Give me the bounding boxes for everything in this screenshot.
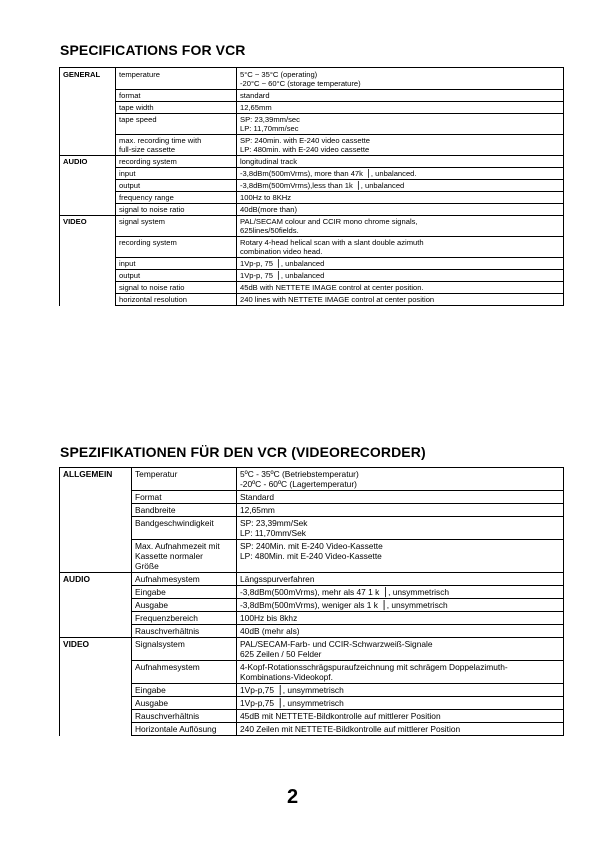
spec-label-cell: output [116, 270, 237, 282]
spec-row [60, 517, 564, 540]
spec-label-cell: signal system [116, 216, 237, 237]
spec-label-cell: frequency range [116, 192, 237, 204]
spec-value-cell: PAL/SECAM-Farb- und CCIR-Schwarzweiß-Signale 625 Zeilen / 50 Felder [237, 638, 564, 661]
spec-value-cell: 45dB with NETTETE IMAGE control at center position. [237, 282, 564, 294]
category-cell [60, 282, 116, 294]
spec-value-cell: PAL/SECAM colour and CCIR mono chrome signals, 625lines/50fields. [237, 216, 564, 237]
spec-value-cell: standard [237, 90, 564, 102]
category-cell [60, 258, 116, 270]
spec-label-cell: Bandgeschwindigkeit [132, 517, 237, 540]
spec-value-cell: 1Vp-p,75▕ , unsymmetrisch [237, 697, 564, 710]
spec-label-cell: Max. Aufnahmezeit mit Kassette normaler Größe [132, 540, 237, 573]
category-cell: ALLGEMEIN [60, 468, 132, 491]
spec-table-german [59, 467, 564, 736]
spec-value-cell: SP: 23,39mm/Sek LP: 11,70mm/Sek [237, 517, 564, 540]
spec-value-cell: -3,8dBm(500mVrms), weniger als 1 k▕ , unsymmetrisch [237, 599, 564, 612]
spec-row [60, 102, 564, 114]
spec-table-body [60, 468, 564, 736]
category-cell [60, 586, 132, 599]
spec-row [60, 723, 564, 736]
spec-label-cell: tape speed [116, 114, 237, 135]
category-cell [60, 517, 132, 540]
category-cell [60, 540, 132, 573]
spec-label-cell: tape width [116, 102, 237, 114]
spec-row [60, 684, 564, 697]
spec-row [60, 612, 564, 625]
spec-value-cell: SP: 240Min. mit E-240 Video-Kassette LP: 480Min. mit E-240 Video-Kassette [237, 540, 564, 573]
spec-label-cell: input [116, 258, 237, 270]
category-cell [60, 204, 116, 216]
page-number: 2 [287, 786, 299, 808]
spec-row [60, 282, 564, 294]
spec-row [60, 68, 564, 90]
spec-label-cell: Aufnahmesystem [132, 573, 237, 586]
spec-row [60, 135, 564, 156]
category-cell [60, 237, 116, 258]
category-cell [60, 612, 132, 625]
category-cell [60, 270, 116, 282]
spec-value-cell: longitudinal track [237, 156, 564, 168]
category-cell [60, 180, 116, 192]
category-cell [60, 684, 132, 697]
spec-value-cell: 5°C ~ 35°C (operating) -20°C ~ 60°C (storage temperature) [237, 68, 564, 90]
spec-value-cell: 240 Zeilen mit NETTETE-Bildkontrolle auf mittlerer Position [237, 723, 564, 736]
spec-row [60, 504, 564, 517]
spec-label-cell: Ausgabe [132, 599, 237, 612]
spec-row [60, 270, 564, 282]
spec-value-cell: 40dB (mehr als) [237, 625, 564, 638]
spec-label-cell: Temperatur [132, 468, 237, 491]
spec-row [60, 586, 564, 599]
category-cell [60, 504, 132, 517]
category-cell [60, 697, 132, 710]
spec-value-cell: Standard [237, 491, 564, 504]
spec-label-cell: Ausgabe [132, 697, 237, 710]
spec-row [60, 697, 564, 710]
category-cell [60, 168, 116, 180]
spec-row [60, 90, 564, 102]
spec-value-cell: 1Vp-p, 75▕ , unbalanced [237, 270, 564, 282]
spec-value-cell: 40dB(more than) [237, 204, 564, 216]
category-cell [60, 491, 132, 504]
spec-label-cell: horizontal resolution [116, 294, 237, 306]
spec-row [60, 294, 564, 306]
spec-row [60, 258, 564, 270]
spec-row [60, 216, 564, 237]
category-cell [60, 723, 132, 736]
spec-row [60, 180, 564, 192]
category-cell [60, 710, 132, 723]
spec-table-english [59, 67, 564, 306]
spec-label-cell: Eingabe [132, 586, 237, 599]
spec-row [60, 192, 564, 204]
spec-row [60, 237, 564, 258]
spec-value-cell: 240 lines with NETTETE IMAGE control at center position [237, 294, 564, 306]
category-cell [60, 192, 116, 204]
spec-label-cell: Rauschverhältnis [132, 710, 237, 723]
spec-row [60, 625, 564, 638]
spec-row [60, 638, 564, 661]
spec-value-cell: 12,65mm [237, 102, 564, 114]
spec-value-cell: SP: 23,39mm/sec LP: 11,70mm/sec [237, 114, 564, 135]
spec-value-cell: Längsspurverfahren [237, 573, 564, 586]
category-cell [60, 625, 132, 638]
spec-label-cell: Signalsystem [132, 638, 237, 661]
category-cell: VIDEO [60, 638, 132, 661]
category-cell: GENERAL [60, 68, 116, 90]
spec-label-cell: Rauschverhältnis [132, 625, 237, 638]
spec-value-cell: 5ºC - 35ºC (Betriebstemperatur) -20ºC - 60ºC (Lagertemperatur) [237, 468, 564, 491]
spec-value-cell: SP: 240min. with E-240 video cassette LP: 480min. with E-240 video cassette [237, 135, 564, 156]
spec-row [60, 168, 564, 180]
spec-value-cell: -3,8dBm(500mVrms), mehr als 47 1 k▕ , unsymmetrisch [237, 586, 564, 599]
spec-value-cell: -3,8dBm(500mVrms),less than 1k▕ , unbalanced [237, 180, 564, 192]
spec-label-cell: output [116, 180, 237, 192]
spec-label-cell: temperature [116, 68, 237, 90]
spec-row [60, 661, 564, 684]
spec-label-cell: recording system [116, 237, 237, 258]
spec-label-cell: Bandbreite [132, 504, 237, 517]
spec-value-cell: 1Vp-p,75▕ , unsymmetrisch [237, 684, 564, 697]
spec-label-cell: signal to noise ratio [116, 204, 237, 216]
spec-row [60, 468, 564, 491]
spec-label-cell: input [116, 168, 237, 180]
spec-label-cell: Horizontale Auflösung [132, 723, 237, 736]
category-cell [60, 661, 132, 684]
category-cell [60, 135, 116, 156]
spec-value-cell: -3,8dBm(500mVrms), more than 47k▕ , unbalanced. [237, 168, 564, 180]
spec-row [60, 114, 564, 135]
category-cell [60, 114, 116, 135]
spec-value-cell: 45dB mit NETTETE-Bildkontrolle auf mittlerer Position [237, 710, 564, 723]
category-cell: AUDIO [60, 156, 116, 168]
spec-label-cell: recording system [116, 156, 237, 168]
spec-table-body [60, 68, 564, 306]
spec-value-cell: 100Hz to 8KHz [237, 192, 564, 204]
spec-row [60, 204, 564, 216]
spec-row [60, 599, 564, 612]
spec-label-cell: signal to noise ratio [116, 282, 237, 294]
spec-row [60, 573, 564, 586]
spec-label-cell: format [116, 90, 237, 102]
category-cell [60, 294, 116, 306]
spec-value-cell: 100Hz bis 8khz [237, 612, 564, 625]
category-cell [60, 90, 116, 102]
category-cell [60, 599, 132, 612]
spec-label-cell: Format [132, 491, 237, 504]
category-cell: VIDEO [60, 216, 116, 237]
page-title-german: SPEZIFIKATIONEN FÜR DEN VCR (VIDEORECORDER) [60, 444, 426, 460]
spec-row [60, 540, 564, 573]
spec-value-cell: 1Vp-p, 75▕ , unbalanced [237, 258, 564, 270]
page-title-english: SPECIFICATIONS FOR VCR [60, 42, 246, 58]
spec-row [60, 156, 564, 168]
spec-value-cell: 12,65mm [237, 504, 564, 517]
category-cell: AUDIO [60, 573, 132, 586]
spec-label-cell: Eingabe [132, 684, 237, 697]
spec-value-cell: Rotary 4-head helical scan with a slant double azimuth combination video head. [237, 237, 564, 258]
spec-value-cell: 4-Kopf-Rotationsschrägspuraufzeichnung mit schrägem Doppelazimuth- Kombinations-Videokopf. [237, 661, 564, 684]
spec-label-cell: Frequenzbereich [132, 612, 237, 625]
category-cell [60, 102, 116, 114]
spec-row [60, 491, 564, 504]
spec-label-cell: max. recording time with full-size cassette [116, 135, 237, 156]
spec-label-cell: Aufnahmesystem [132, 661, 237, 684]
spec-row [60, 710, 564, 723]
